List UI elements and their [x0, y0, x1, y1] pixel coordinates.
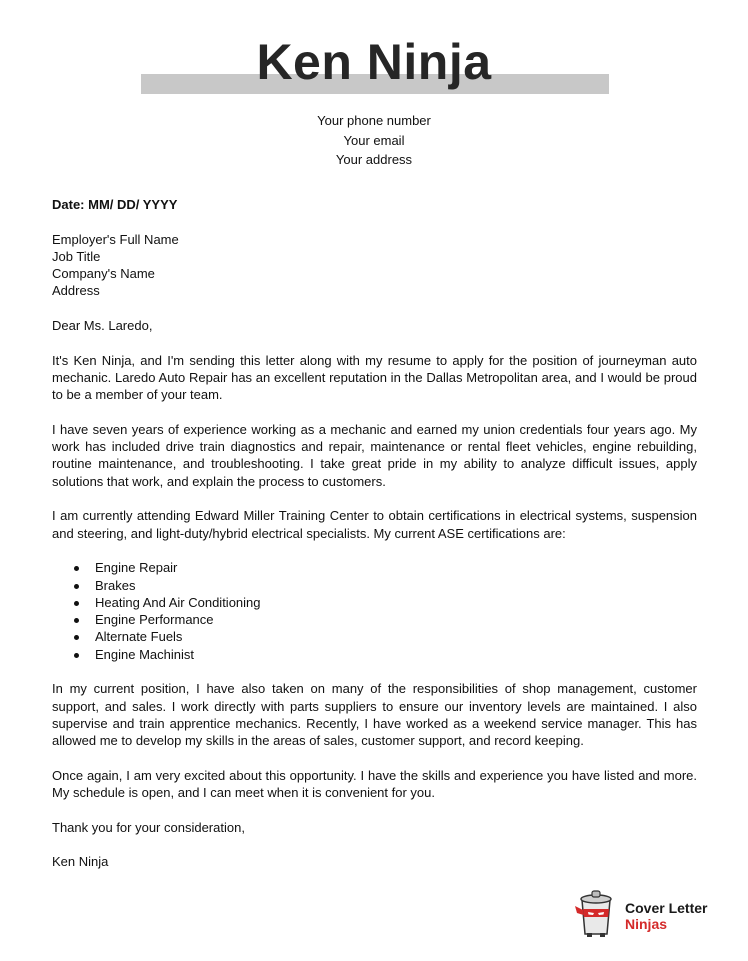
- recipient-company: Company's Name: [52, 266, 155, 282]
- closing-line: Thank you for your consideration,: [52, 819, 245, 835]
- letter-date: Date: MM/ DD/ YYYY: [52, 197, 178, 212]
- paragraph-current-position: In my current position, I have also taken on many of the responsibilities of shop management, customer support, and sales. I work directly with parts suppliers to ensure our inventory levels are maintained. I also supervise and train apprentice mechanics. Recently, I have worked as a weekend service manager. This has allowed me to develop my skills in the areas of sales, customer support, and record keeping.: [52, 681, 697, 749]
- applicant-name: Ken Ninja: [256, 34, 492, 90]
- recipient-name: Employer's Full Name: [52, 231, 179, 247]
- contact-address: Your address: [335, 152, 413, 167]
- list-item: Alternate Fuels: [52, 628, 697, 645]
- paragraph-closing: Once again, I am very excited about this opportunity. I have the skills and experience you have listed and more. My schedule is open, and I can meet when it is convenient for you.: [52, 767, 697, 801]
- contact-email: Your email: [343, 132, 405, 148]
- recipient-title: Job Title: [52, 248, 101, 264]
- letter-body: [52, 196, 697, 871]
- salutation: Dear Ms. Laredo,: [52, 318, 153, 334]
- list-item: Engine Machinist: [52, 646, 697, 663]
- paragraph-intro: It's Ken Ninja, and I'm sending this letter along with my resume to apply for the position of journeyman auto mechanic. Laredo Auto Repair has an excellent reputation in the Dallas Metropolitan area, and I would be proud to be a member of your team.: [52, 352, 697, 403]
- logo-wordmark: [625, 900, 707, 932]
- paragraph-experience: I have seven years of experience working as a mechanic and earned my union credentials four years ago. My work has included drive train diagnostics and repair, maintenance or rental fleet vehicles, engine rebuilding, routine maintenance, and troubleshooting. I take great pride in my ability to analyze difficult issues, apply solutions that work, and explain the process to customers.: [52, 421, 697, 489]
- certification-list: [52, 559, 697, 663]
- signature: Ken Ninja: [52, 854, 109, 870]
- list-item: Engine Performance: [52, 611, 697, 628]
- recipient-block: [52, 231, 697, 300]
- contact-phone: Your phone number: [317, 113, 431, 128]
- list-item: Engine Repair: [52, 559, 697, 576]
- ninja-mascot-icon: [574, 888, 618, 938]
- logo-line-1: Cover Letter: [625, 900, 708, 916]
- list-item: Brakes: [52, 577, 697, 594]
- brand-logo[interactable]: [574, 888, 724, 940]
- logo-line-2: Ninjas: [625, 916, 668, 932]
- contact-block: [0, 111, 748, 170]
- paragraph-training: I am currently attending Edward Miller Training Center to obtain certifications in electrical systems, suspension and steering, and light-duty/hybrid electrical specialists. My current ASE certifications are:: [52, 508, 697, 541]
- list-item: Heating And Air Conditioning: [52, 594, 697, 611]
- recipient-address: Address: [52, 283, 100, 299]
